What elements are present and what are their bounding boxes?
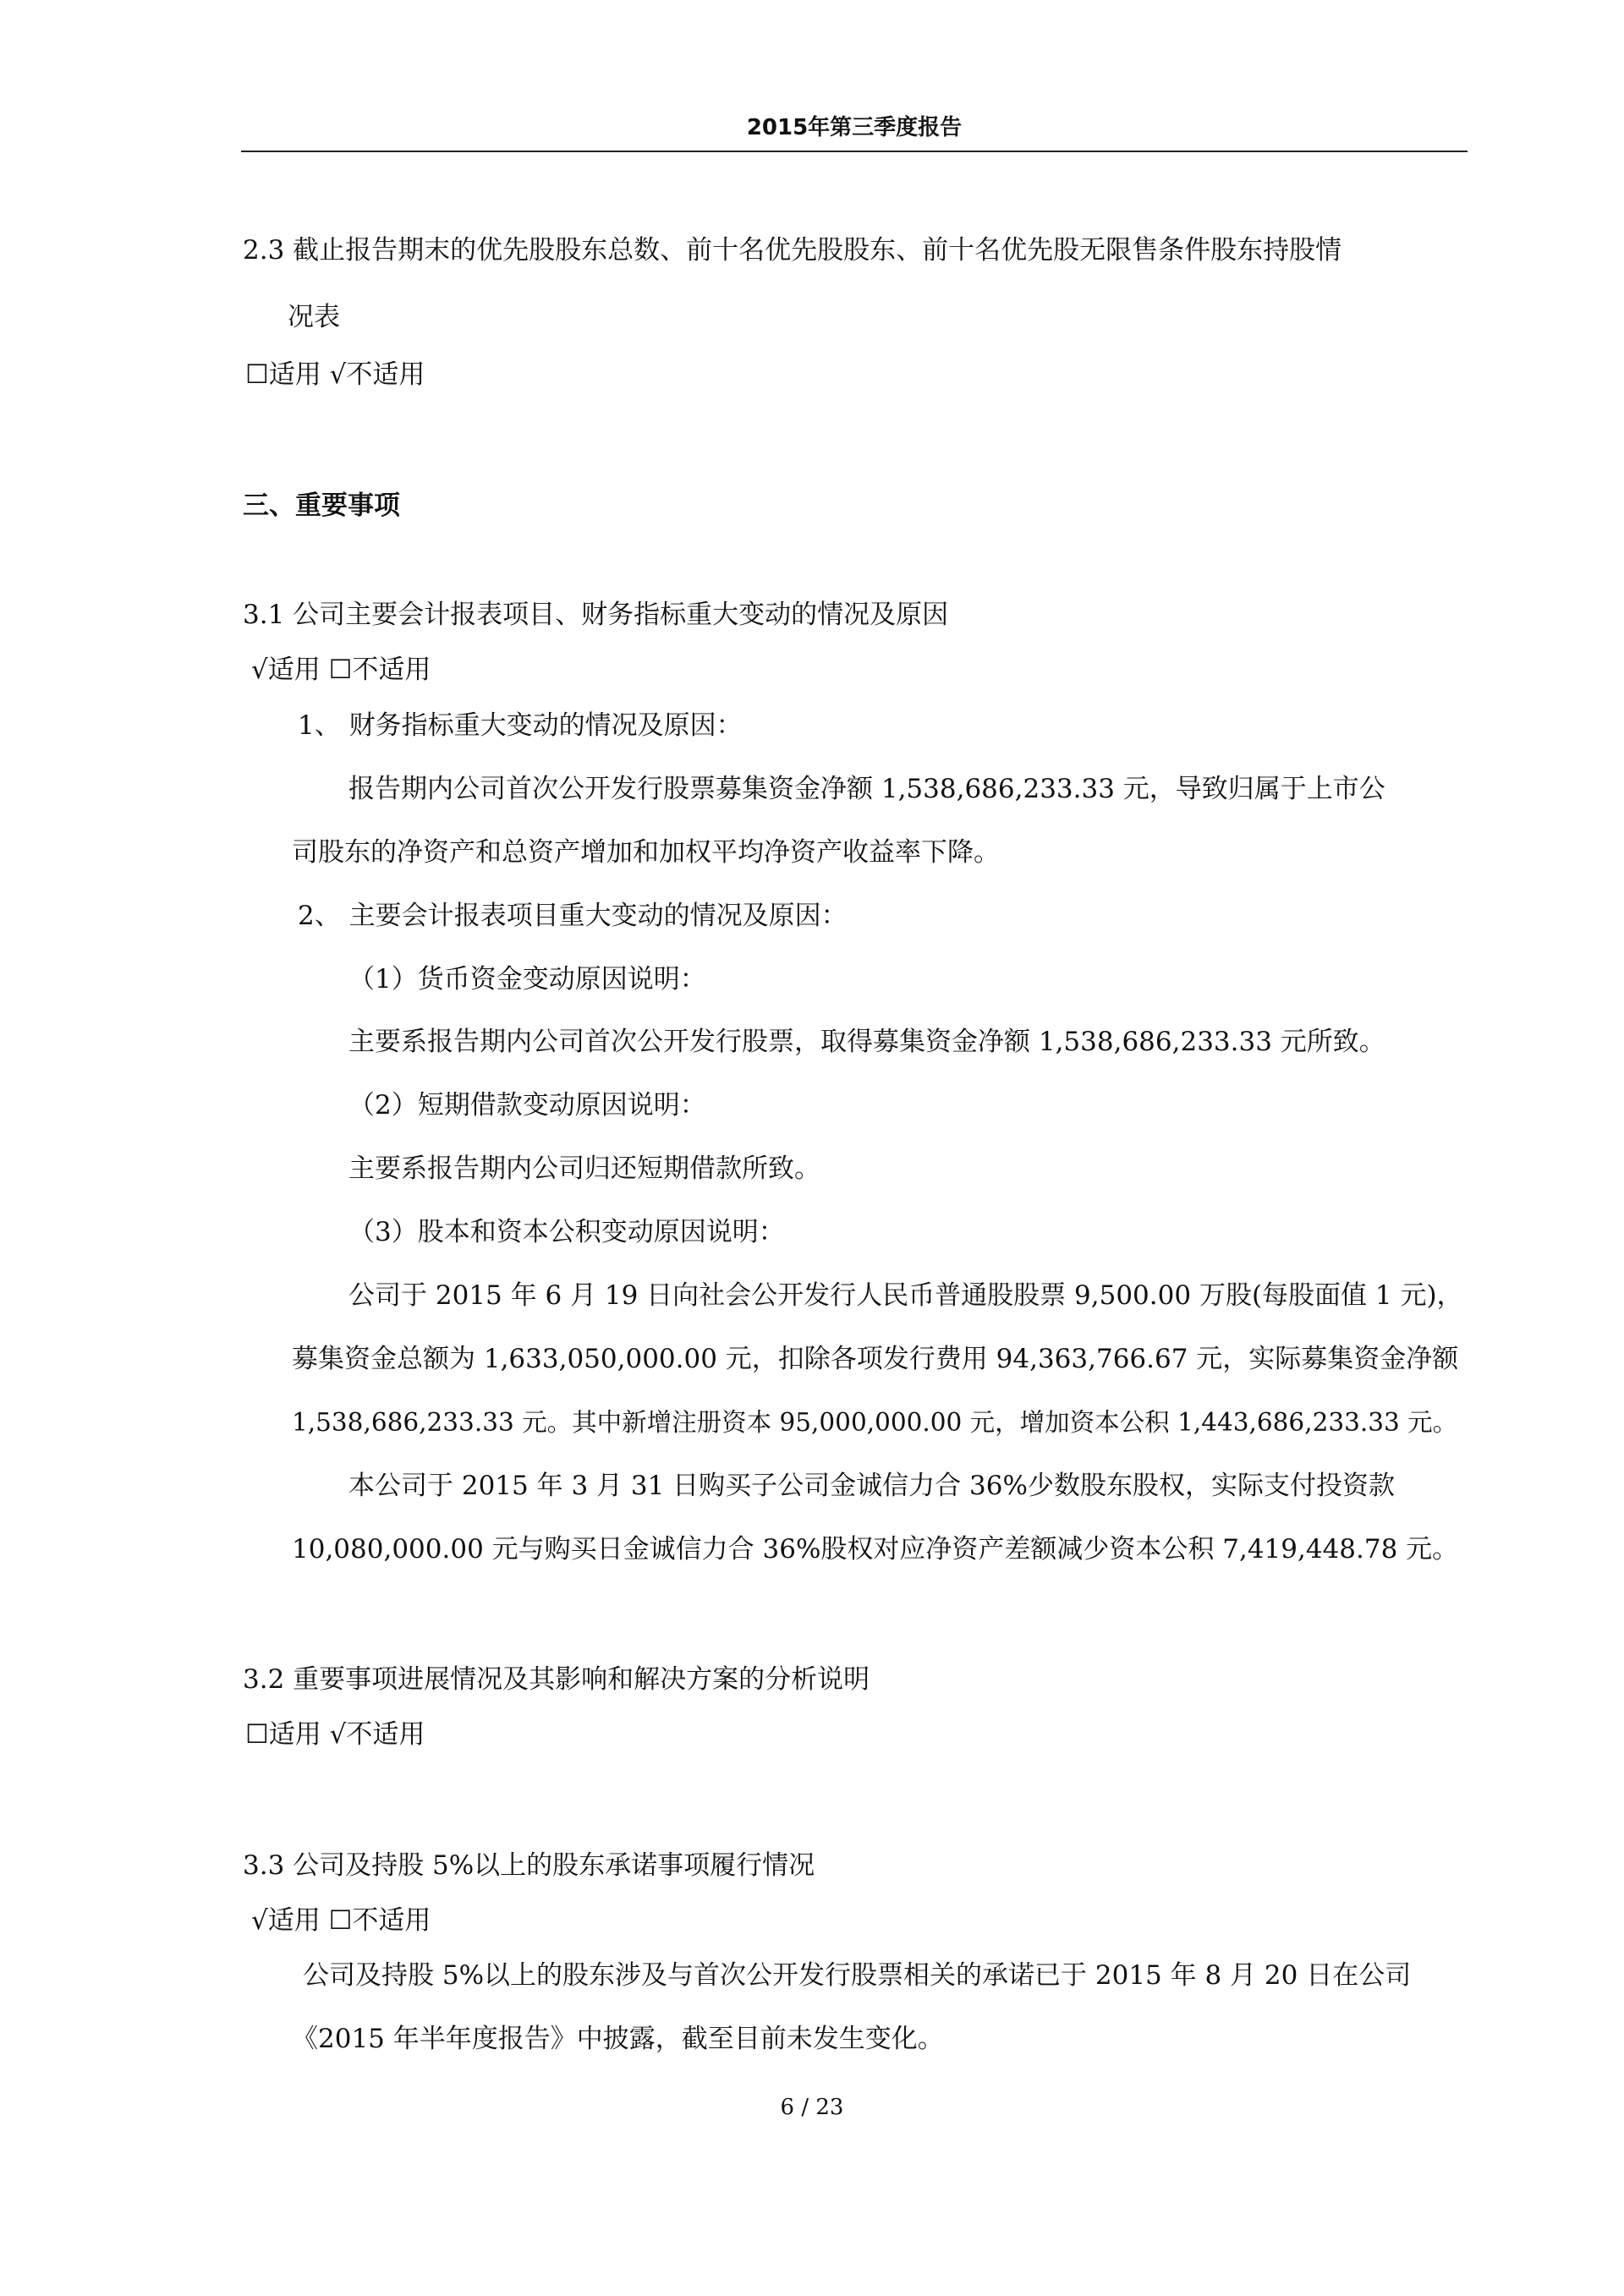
section-2-3-applicability: ☐适用 √不适用 <box>245 359 425 390</box>
section-3-2-applicability: ☐适用 √不适用 <box>245 1719 425 1750</box>
sub-item-3-line2: 募集资金总额为 1,633,050,000.00 元，扣除各项发行费用 94,363,766.67 元，实际募集资金净额 <box>292 1344 1459 1374</box>
page-header-title: 2015年第三季度报告 <box>746 115 963 140</box>
section-3-3-text-line1: 公司及持股 5%以上的股东涉及与首次公开发行股票相关的承诺已于 2015 年 8 月 20 日在公司 <box>303 1960 1412 1991</box>
section-3-1-applicability: √适用 ☐不适用 <box>251 655 431 685</box>
sub-item-3-title: （3）股本和资本公积变动原因说明： <box>348 1217 785 1247</box>
sub-item-2-title: （2）短期借款变动原因说明： <box>348 1090 706 1121</box>
section-3-1-heading: 3.1 公司主要会计报表项目、财务指标重大变动的情况及原因 <box>243 600 949 630</box>
item-1-text-line1: 报告期内公司首次公开发行股票募集资金净额 1,538,686,233.33 元，导致归属于上市公 <box>348 774 1385 804</box>
sub-item-3-line3: 1,538,686,233.33 元。其中新增注册资本 95,000,000.00 元，增加资本公积 1,443,686,233.33 元。 <box>292 1408 1458 1437</box>
page-number: 6 / 23 <box>780 2095 844 2120</box>
section-3-2-heading: 3.2 重要事项进展情况及其影响和解决方案的分析说明 <box>243 1664 870 1695</box>
section-3-3-text-line2: 《2015 年半年度报告》中披露，截至目前未发生变化。 <box>292 2024 944 2054</box>
item-1-title: 1、 财务指标重大变动的情况及原因： <box>298 710 743 741</box>
item-2-title: 2、 主要会计报表项目重大变动的情况及原因： <box>298 901 848 931</box>
header-divider <box>241 151 1468 152</box>
sub-item-3-line5: 10,080,000.00 元与购买日金诚信力合 36%股权对应净资产差额减少资本公积 7,419,448.78 元。 <box>292 1534 1459 1564</box>
sub-item-1-title: （1）货币资金变动原因说明： <box>348 964 706 995</box>
sub-item-3-line1: 公司于 2015 年 6 月 19 日向社会公开发行人民币普通股股票 9,500.00 万股(每股面值 1 元)， <box>348 1280 1463 1311</box>
sub-item-3-line4: 本公司于 2015 年 3 月 31 日购买子公司金诚信力合 36%少数股东股权，实际支付投资款 <box>348 1471 1395 1501</box>
section-2-3-heading: 2.3 截止报告期末的优先股股东总数、前十名优先股股东、前十名优先股无限售条件股东持股情 <box>243 235 1342 266</box>
item-1-text-line2: 司股东的净资产和总资产增加和加权平均净资产收益率下降。 <box>292 837 1000 868</box>
section-3-title: 三、重要事项 <box>243 490 400 521</box>
sub-item-2-text: 主要系报告期内公司归还短期借款所致。 <box>348 1153 820 1184</box>
section-3-3-applicability: √适用 ☐不适用 <box>251 1905 431 1936</box>
section-3-3-heading: 3.3 公司及持股 5%以上的股东承诺事项履行情况 <box>243 1850 815 1881</box>
section-2-3-heading-cont: 况表 <box>288 302 340 332</box>
sub-item-1-text: 主要系报告期内公司首次公开发行股票，取得募集资金净额 1,538,686,233.33 元所致。 <box>348 1027 1385 1057</box>
